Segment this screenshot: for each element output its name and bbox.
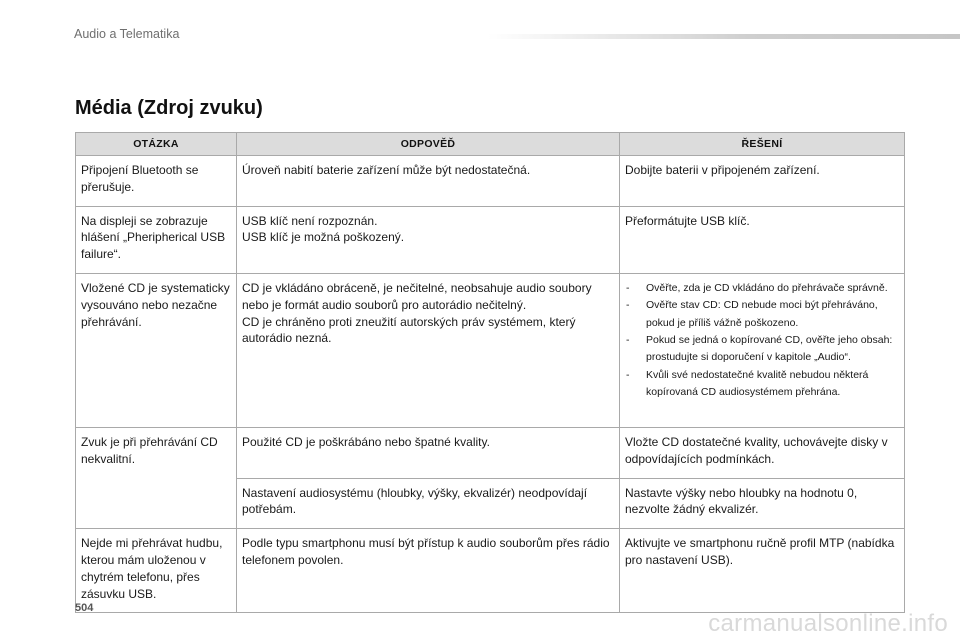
list-item: - Ověřte stav CD: CD nebude moci být přehráváno, pokud je příliš vážně poškozeno. [625, 297, 899, 332]
page-number: 504 [75, 602, 94, 614]
answer-line: USB klíč není rozpoznán. [242, 213, 378, 228]
table-row [76, 156, 905, 207]
table-row [76, 273, 905, 427]
answer-cell: Úroveň nabití baterie zařízení může být nedostatečná. [237, 156, 620, 207]
answer-cell: Nastavení audiosystému (hloubky, výšky, ekvalizér) neodpovídají potřebám. [237, 478, 620, 529]
table-row [76, 529, 905, 613]
list-item: - Ověřte, zda je CD vkládáno do přehrávače správně. [625, 280, 899, 297]
header-title: Audio a Telematika [74, 27, 180, 41]
column-header-answer: ODPOVĚĎ [237, 133, 620, 156]
answer-cell [237, 273, 620, 427]
list-item: - Kvůli své nedostatečné kvalitě nebudou některá kopírovaná CD audiosystémem přehrána. [625, 367, 899, 402]
watermark-text: carmanualsonline.info [708, 610, 948, 637]
question-cell: Vložené CD je systematicky vysouváno nebo nezačne přehrávání. [76, 273, 237, 427]
solution-cell: Dobijte baterii v připojeném zařízení. [620, 156, 905, 207]
answer-line: CD je chráněno proti zneužití autorských práv systémem, který autorádio nezná. [242, 314, 576, 346]
table-row [76, 427, 905, 478]
solution-cell [620, 273, 905, 427]
answer-cell: Podle typu smartphonu musí být přístup k audio souborům přes rádio telefonem povolen. [237, 529, 620, 613]
answer-line: USB klíč je možná poškozený. [242, 230, 405, 245]
solution-cell: Přeformátujte USB klíč. [620, 206, 905, 273]
solution-cell: Aktivujte ve smartphonu ručně profil MTP (nabídka pro nastavení USB). [620, 529, 905, 613]
column-header-question: OTÁZKA [76, 133, 237, 156]
solution-cell: Vložte CD dostatečné kvality, uchovávejte disky v odpovídajících podmínkách. [620, 427, 905, 478]
question-cell: Připojení Bluetooth se přerušuje. [76, 156, 237, 207]
answer-cell [237, 206, 620, 273]
answer-line: CD je vkládáno obráceně, je nečitelné, neobsahuje audio soubory nebo je formát audio souborů pro autorádio nečitelný. [242, 280, 592, 312]
solution-cell: Nastavte výšky nebo hloubky na hodnotu 0, nezvolte žádný ekvalizér. [620, 478, 905, 529]
solution-list [625, 280, 899, 401]
answer-cell: Použité CD je poškrábáno nebo špatné kvality. [237, 427, 620, 478]
header-rule [488, 34, 960, 39]
table-row [76, 206, 905, 273]
question-cell: Nejde mi přehrávat hudbu, kterou mám uloženou v chytrém telefonu, přes zásuvku USB. [76, 529, 237, 613]
column-header-solution: ŘEŠENÍ [620, 133, 905, 156]
troubleshooting-table [75, 132, 905, 613]
table-header-row [76, 133, 905, 156]
list-item: - Pokud se jedná o kopírované CD, ověřte jeho obsah: prostudujte si doporučení v kapitole „Audio“. [625, 332, 899, 367]
question-cell: Zvuk je při přehrávání CD nekvalitní. [76, 427, 237, 528]
question-cell: Na displeji se zobrazuje hlášení „Pheripherical USB failure“. [76, 206, 237, 273]
page-heading: Média (Zdroj zvuku) [75, 97, 263, 119]
